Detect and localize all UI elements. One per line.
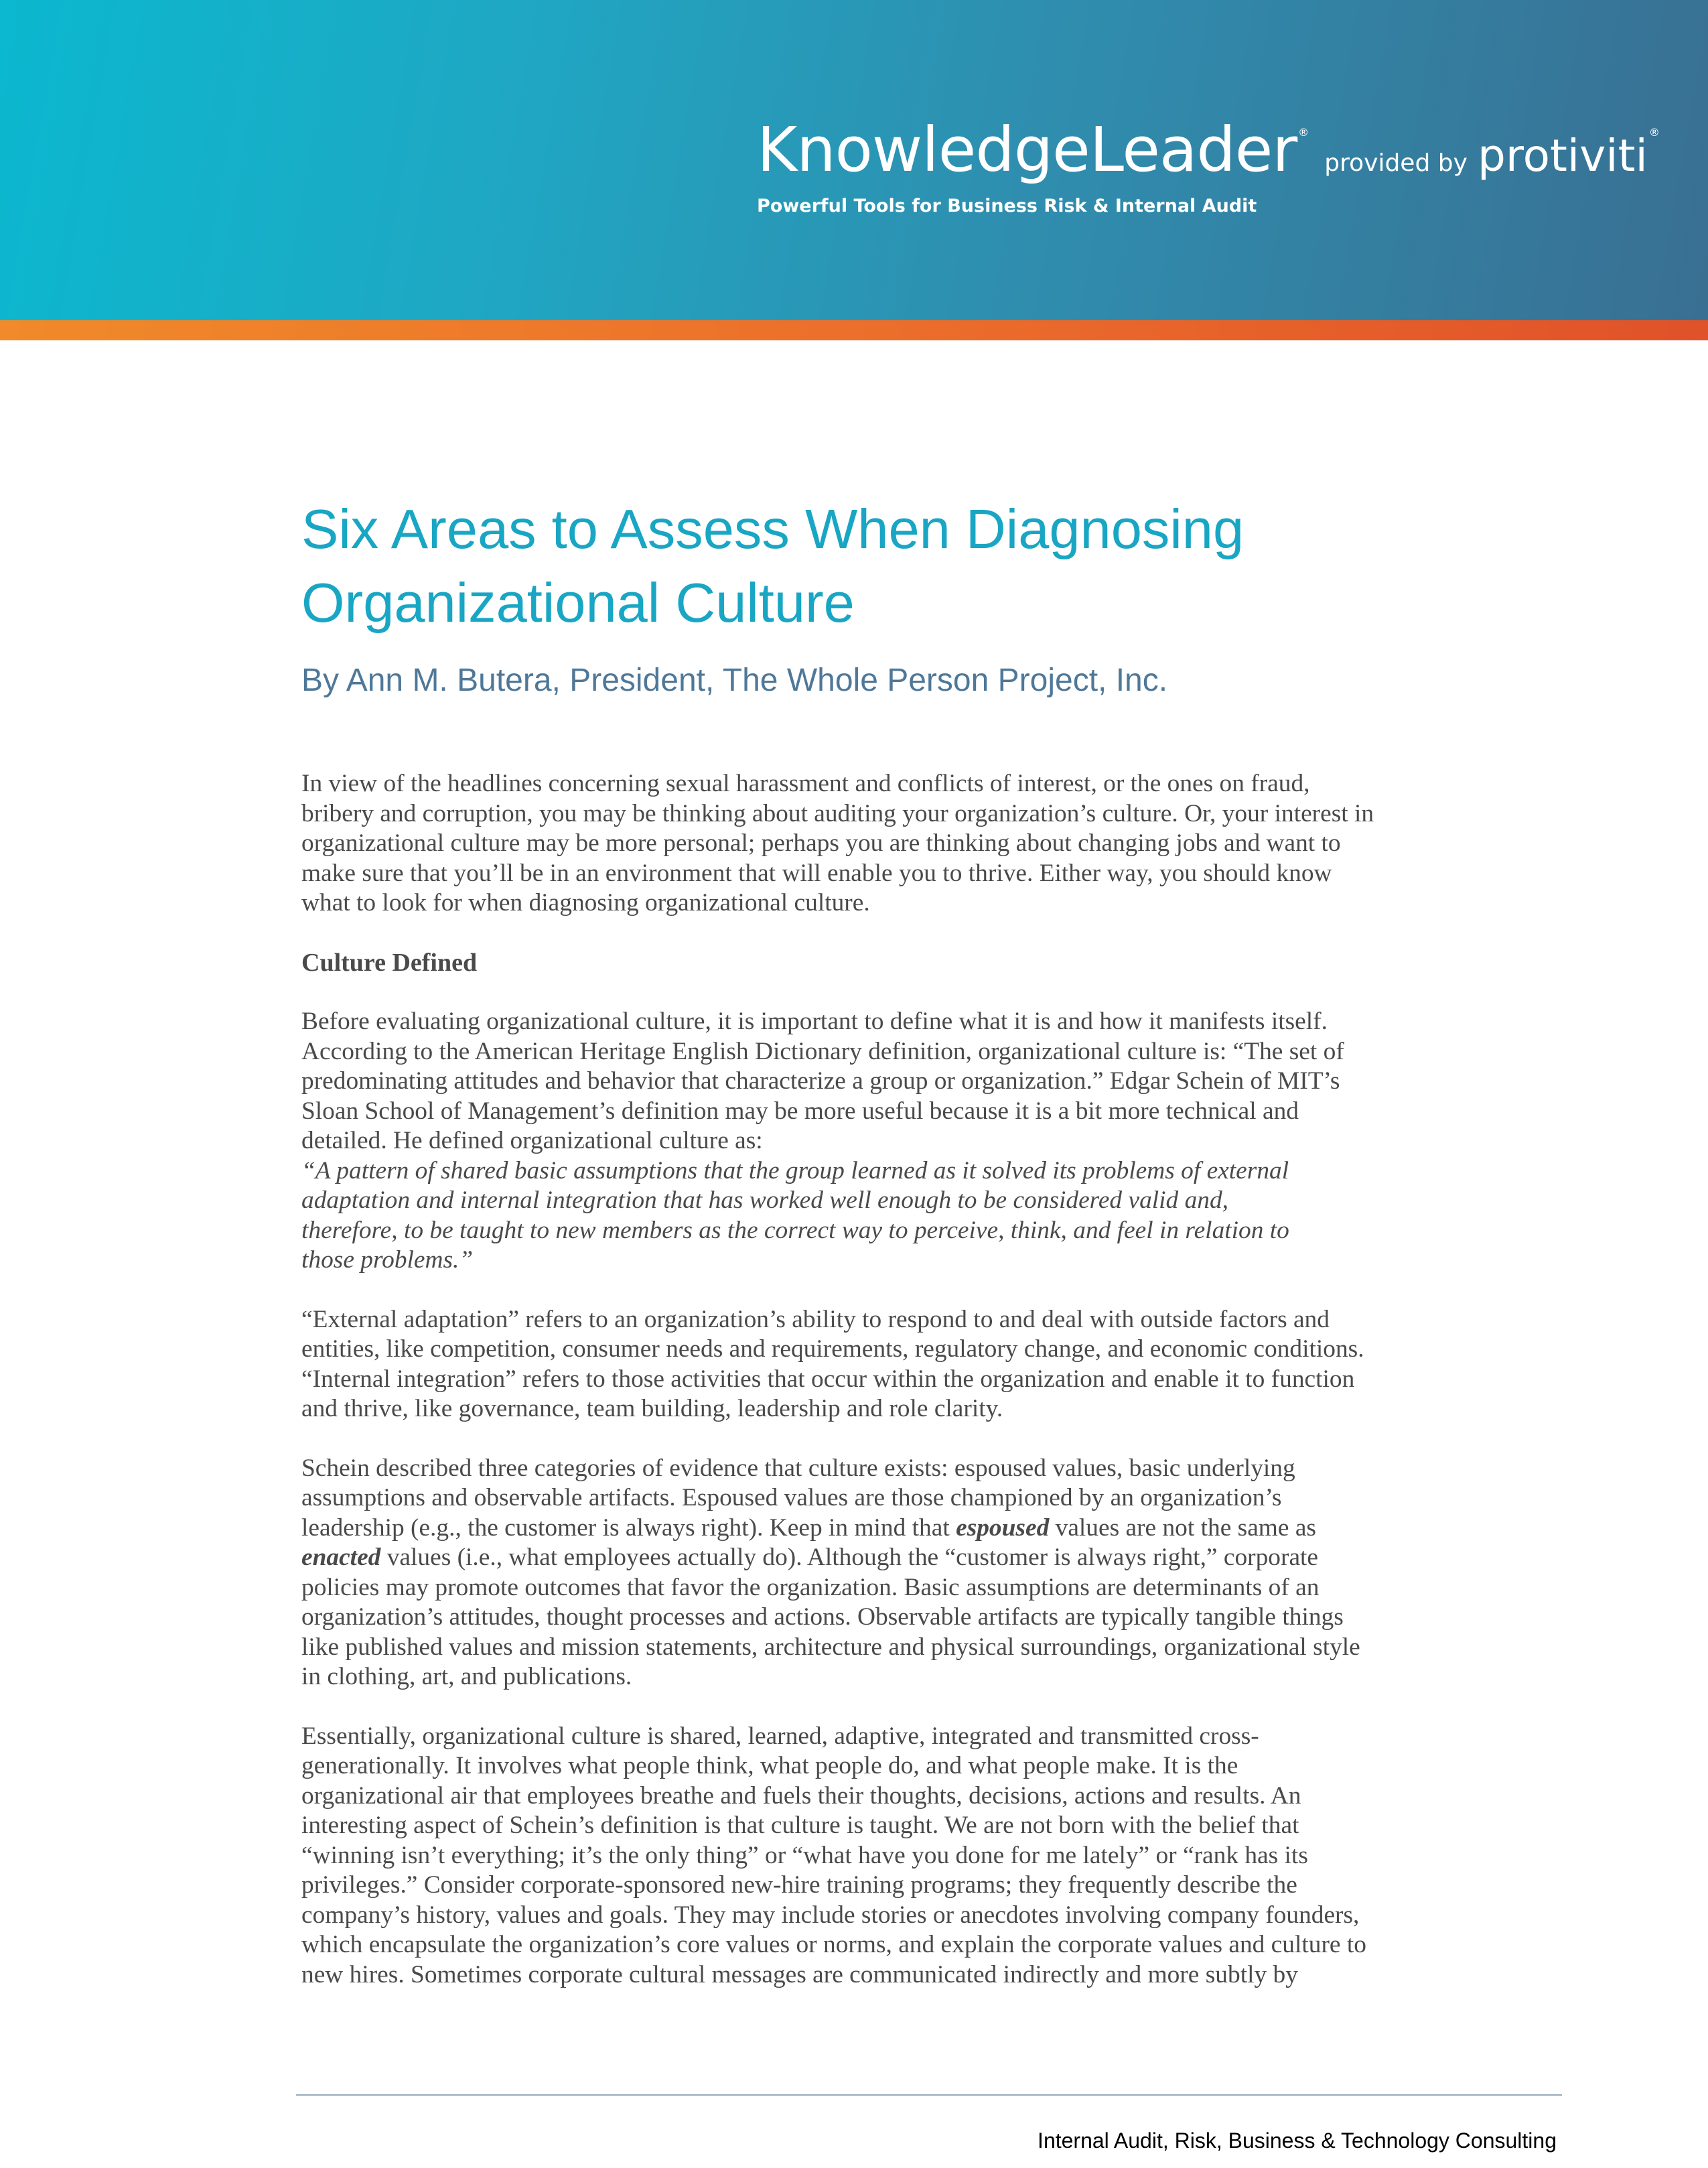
text-line: assumptions and observable artifacts. Espoused values are those championed by an organization’s bbox=[301, 1484, 1282, 1511]
text-line: new hires. Sometimes corporate cultural messages are communicated indirectly and more subtly by bbox=[301, 1960, 1298, 1988]
text-line: leadership (e.g., the customer is always right). Keep in mind that bbox=[301, 1513, 956, 1542]
text-line: entities, like competition, consumer needs and requirements, regulatory change, and economic conditions. bbox=[301, 1335, 1364, 1363]
text-line: adaptation and internal integration that has worked well enough to be considered valid and, bbox=[301, 1187, 1229, 1214]
article-body bbox=[301, 769, 1561, 1990]
title-line-1: Six Areas to Assess When Diagnosing bbox=[301, 498, 1244, 560]
text-line: “winning isn’t everything; it’s the only thing” or “what have you done for me lately” or “rank has its bbox=[301, 1841, 1308, 1869]
text-line: in clothing, art, and publications. bbox=[301, 1663, 632, 1690]
text-line: “Internal integration” refers to those activities that occur within the organization and enable it to function bbox=[301, 1365, 1355, 1393]
emphasis-espoused: espoused bbox=[956, 1513, 1050, 1542]
intro-paragraph bbox=[301, 769, 1561, 919]
text-line: which encapsulate the organization’s core values or norms, and explain the corporate values and culture to bbox=[301, 1931, 1366, 1958]
text-line: policies may promote outcomes that favor the organization. Basic assumptions are determinants of an bbox=[301, 1573, 1320, 1601]
text-line: interesting aspect of Schein’s definition is that culture is taught. We are not born with the belief that bbox=[301, 1812, 1299, 1839]
page-title bbox=[301, 492, 1574, 640]
text-line: and thrive, like governance, team building, leadership and role clarity. bbox=[301, 1395, 1003, 1422]
text-line: those problems.” bbox=[301, 1246, 474, 1274]
footer-divider bbox=[296, 2094, 1562, 2096]
section-heading: Culture Defined bbox=[301, 948, 478, 977]
text-line: bribery and corruption, you may be thinking about auditing your organization’s culture. Or, your interest in bbox=[301, 799, 1374, 827]
text-line: Essentially, organizational culture is shared, learned, adaptive, integrated and transmitted cross- bbox=[301, 1722, 1259, 1750]
text-line: Schein described three categories of evidence that culture exists: espoused values, basic underlying bbox=[301, 1454, 1295, 1482]
brand-logo bbox=[757, 114, 1660, 186]
text-line: make sure that you’ll be in an environment that will enable you to thrive. Either way, you should know bbox=[301, 859, 1332, 887]
brand-tagline: Powerful Tools for Business Risk & Internal Audit bbox=[757, 196, 1257, 216]
text-line: “A pattern of shared basic assumptions that the group learned as it solved its problems of external bbox=[301, 1156, 1289, 1184]
essentially-paragraph bbox=[301, 1722, 1561, 1990]
partner-registered-mark: ® bbox=[1648, 126, 1660, 139]
text-line: In view of the headlines concerning sexual harassment and conflicts of interest, or the ones on fraud, bbox=[301, 770, 1310, 797]
text-line: Before evaluating organizational culture, it is important to define what it is and how it manifests itself. bbox=[301, 1008, 1328, 1035]
definition-paragraph bbox=[301, 1007, 1561, 1156]
text-line: organizational air that employees breathe and fuels their thoughts, decisions, actions and results. An bbox=[301, 1781, 1301, 1810]
adaptation-paragraph bbox=[301, 1305, 1561, 1424]
provided-by-label: provided by bbox=[1324, 149, 1468, 177]
evidence-paragraph bbox=[301, 1454, 1561, 1692]
registered-mark: ® bbox=[1298, 126, 1309, 139]
emphasis-enacted: enacted bbox=[301, 1544, 381, 1571]
text-line: predominating attitudes and behavior that characterize a group or organization.” Edgar Schein of MIT’s bbox=[301, 1067, 1340, 1095]
text-line: Sloan School of Management’s definition may be more useful because it is a bit more technical and bbox=[301, 1097, 1299, 1125]
text-line: like published values and mission statements, architecture and physical surroundings, organizational style bbox=[301, 1633, 1360, 1661]
schein-quote bbox=[301, 1156, 1561, 1276]
partner-name: protiviti bbox=[1478, 130, 1648, 182]
text-line: organizational culture may be more personal; perhaps you are thinking about changing jobs and want to bbox=[301, 829, 1341, 857]
byline: By Ann M. Butera, President, The Whole Person Project, Inc. bbox=[301, 663, 1168, 698]
footer-text: Internal Audit, Risk, Business & Technology Consulting bbox=[1038, 2128, 1557, 2153]
text-line: values (i.e., what employees actually do). Although the “customer is always right,” corporate bbox=[380, 1544, 1319, 1571]
text-line: “External adaptation” refers to an organization’s ability to respond to and deal with outside factors and bbox=[301, 1305, 1330, 1333]
text-line: therefore, to be taught to new members as the correct way to perceive, think, and feel in relation to bbox=[301, 1216, 1289, 1244]
text-line: what to look for when diagnosing organizational culture. bbox=[301, 889, 870, 917]
text-line: values are not the same as bbox=[1049, 1513, 1316, 1542]
text-line: company’s history, values and goals. They may include stories or anecdotes involving company founders, bbox=[301, 1901, 1360, 1929]
header-accent-strip bbox=[0, 320, 1708, 340]
text-line: detailed. He defined organizational culture as: bbox=[301, 1127, 763, 1154]
text-line: privileges.” Consider corporate-sponsored new-hire training programs; they frequently describe the bbox=[301, 1871, 1297, 1899]
text-line: generationally. It involves what people think, what people do, and what people make. It is the bbox=[301, 1752, 1238, 1779]
title-line-2: Organizational Culture bbox=[301, 571, 855, 634]
brand-name: KnowledgeLeader bbox=[757, 114, 1297, 186]
text-line: According to the American Heritage English Dictionary definition, organizational culture is: “The set of bbox=[301, 1037, 1344, 1065]
text-line: organization’s attitudes, thought processes and actions. Observable artifacts are typically tangible things bbox=[301, 1603, 1344, 1631]
